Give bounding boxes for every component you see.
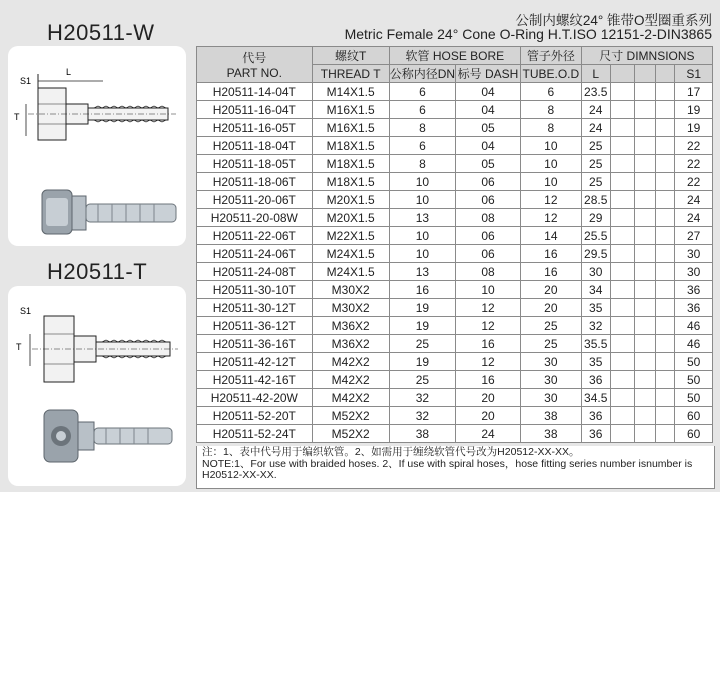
dim-l-header: L	[581, 65, 610, 83]
cell-s1: 50	[675, 353, 713, 371]
dim-blank-1	[610, 65, 635, 83]
cell-part: H20511-16-04T	[197, 101, 313, 119]
cell-thread: M36X2	[312, 335, 389, 353]
cell-tube: 14	[520, 227, 581, 245]
t-dim-label: T	[16, 342, 22, 352]
tube-header-cn: 管子外径	[520, 47, 581, 65]
cell-dn: 19	[389, 317, 455, 335]
cell-s1: 30	[675, 263, 713, 281]
cell-part: H20511-18-06T	[197, 173, 313, 191]
cell-dn: 10	[389, 227, 455, 245]
cell-blank	[610, 191, 635, 209]
cell-l: 35	[581, 353, 610, 371]
cell-dash: 10	[456, 281, 521, 299]
bore-dash-header: 标号 DASH	[456, 65, 521, 83]
cell-blank	[635, 209, 656, 227]
cell-blank	[655, 407, 675, 425]
l-dim-label: L	[66, 67, 72, 77]
cell-part: H20511-30-12T	[197, 299, 313, 317]
note-en-line2: H20512-XX-XX.	[202, 469, 277, 481]
cell-blank	[655, 101, 675, 119]
table-row	[197, 173, 713, 191]
cell-blank	[655, 371, 675, 389]
cell-dash: 16	[456, 371, 521, 389]
cell-blank	[610, 209, 635, 227]
cell-tube: 30	[520, 353, 581, 371]
cell-blank	[655, 83, 675, 101]
cell-tube: 10	[520, 137, 581, 155]
cell-l: 25	[581, 155, 610, 173]
cell-dn: 8	[389, 119, 455, 137]
cell-blank	[610, 245, 635, 263]
cell-tube: 20	[520, 299, 581, 317]
cell-thread: M24X1.5	[312, 263, 389, 281]
table-row	[197, 263, 713, 281]
cell-s1: 19	[675, 101, 713, 119]
table-row	[197, 245, 713, 263]
table-row	[197, 425, 713, 443]
bore-dn-header: 公称内径DN	[389, 65, 455, 83]
header-en: Metric Female 24° Cone O-Ring H.T.ISO 12151-2-DIN3865	[344, 26, 712, 42]
table-row	[197, 389, 713, 407]
cell-thread: M16X1.5	[312, 101, 389, 119]
cell-blank	[610, 389, 635, 407]
cell-dash: 04	[456, 83, 521, 101]
cell-dn: 25	[389, 371, 455, 389]
cell-blank	[610, 173, 635, 191]
cell-tube: 12	[520, 209, 581, 227]
cell-s1: 50	[675, 371, 713, 389]
cell-l: 32	[581, 317, 610, 335]
table-body	[197, 83, 713, 443]
hose-bore-header: 软管 HOSE BORE	[389, 47, 520, 65]
cell-l: 24	[581, 101, 610, 119]
cell-tube: 6	[520, 83, 581, 101]
cell-blank	[655, 173, 675, 191]
s1-dim-label: S1	[20, 306, 32, 316]
table-row	[197, 299, 713, 317]
cell-blank	[635, 317, 656, 335]
cell-blank	[610, 317, 635, 335]
cell-blank	[655, 155, 675, 173]
cell-s1: 24	[675, 209, 713, 227]
cell-blank	[655, 425, 675, 443]
cell-blank	[655, 281, 675, 299]
cell-tube: 16	[520, 263, 581, 281]
cell-part: H20511-42-20W	[197, 389, 313, 407]
cell-thread: M16X1.5	[312, 119, 389, 137]
cell-blank	[610, 137, 635, 155]
cell-dash: 08	[456, 263, 521, 281]
cell-dash: 12	[456, 299, 521, 317]
cell-dash: 06	[456, 227, 521, 245]
note-cn: 注：1、表中代号用于编织软管。2、如需用于缠绕软管代号改为H20512-XX-XX。	[202, 446, 580, 458]
cell-dash: 06	[456, 191, 521, 209]
cell-part: H20511-24-06T	[197, 245, 313, 263]
cell-tube: 8	[520, 119, 581, 137]
cell-blank	[655, 317, 675, 335]
fitting-w-drawing	[8, 46, 186, 246]
cell-blank	[635, 371, 656, 389]
cell-thread: M18X1.5	[312, 155, 389, 173]
cell-part: H20511-24-08T	[197, 263, 313, 281]
cell-thread: M42X2	[312, 389, 389, 407]
cell-blank	[635, 227, 656, 245]
cell-part: H20511-30-10T	[197, 281, 313, 299]
dim-blank-2	[635, 65, 656, 83]
spec-table	[196, 46, 713, 443]
s1-dim-label: S1	[20, 76, 32, 86]
cell-blank	[655, 209, 675, 227]
cell-blank	[610, 335, 635, 353]
cell-l: 29.5	[581, 245, 610, 263]
table-row	[197, 317, 713, 335]
table-row	[197, 155, 713, 173]
cell-l: 25	[581, 173, 610, 191]
cell-dn: 6	[389, 101, 455, 119]
cell-blank	[655, 227, 675, 245]
dim-s1-header: S1	[675, 65, 713, 83]
cell-s1: 46	[675, 335, 713, 353]
cell-l: 36	[581, 407, 610, 425]
cell-part: H20511-18-05T	[197, 155, 313, 173]
cell-tube: 25	[520, 335, 581, 353]
cell-dash: 16	[456, 335, 521, 353]
cell-part: H20511-42-12T	[197, 353, 313, 371]
cell-dn: 10	[389, 245, 455, 263]
cell-blank	[635, 263, 656, 281]
thread-header-cn: 螺纹T	[312, 47, 389, 65]
cell-l: 25	[581, 137, 610, 155]
cell-blank	[655, 353, 675, 371]
cell-thread: M18X1.5	[312, 137, 389, 155]
cell-dn: 32	[389, 389, 455, 407]
cell-blank	[655, 389, 675, 407]
cell-s1: 36	[675, 281, 713, 299]
cell-s1: 50	[675, 389, 713, 407]
cell-dash: 08	[456, 209, 521, 227]
cell-dn: 10	[389, 173, 455, 191]
cell-blank	[610, 281, 635, 299]
cell-tube: 10	[520, 155, 581, 173]
cell-blank	[635, 191, 656, 209]
cell-dn: 13	[389, 209, 455, 227]
cell-part: H20511-18-04T	[197, 137, 313, 155]
cell-blank	[610, 353, 635, 371]
dim-blank-3	[655, 65, 675, 83]
cell-thread: M18X1.5	[312, 173, 389, 191]
cell-tube: 38	[520, 425, 581, 443]
cell-part: H20511-20-08W	[197, 209, 313, 227]
cell-blank	[610, 299, 635, 317]
cell-tube: 8	[520, 101, 581, 119]
cell-blank	[635, 281, 656, 299]
cell-dn: 38	[389, 425, 455, 443]
cell-l: 35.5	[581, 335, 610, 353]
cell-l: 36	[581, 425, 610, 443]
cell-part: H20511-52-20T	[197, 407, 313, 425]
note-en-line1: NOTE:1、For use with braided hoses. 2、If use with spiral hoses，hose fitting series number isnumber is	[202, 457, 693, 470]
cell-l: 30	[581, 263, 610, 281]
cell-thread: M52X2	[312, 425, 389, 443]
cell-s1: 22	[675, 173, 713, 191]
cell-blank	[655, 245, 675, 263]
table-row	[197, 281, 713, 299]
table-row	[197, 407, 713, 425]
cell-part: H20511-52-24T	[197, 425, 313, 443]
cell-dn: 16	[389, 281, 455, 299]
cell-blank	[635, 299, 656, 317]
cell-s1: 24	[675, 191, 713, 209]
cell-blank	[655, 119, 675, 137]
cell-tube: 25	[520, 317, 581, 335]
cell-blank	[635, 83, 656, 101]
part-no-header-en: PART NO.	[226, 66, 282, 80]
table-row	[197, 137, 713, 155]
cell-blank	[635, 335, 656, 353]
table-row	[197, 119, 713, 137]
cell-thread: M20X1.5	[312, 191, 389, 209]
cell-thread: M30X2	[312, 281, 389, 299]
cell-thread: M14X1.5	[312, 83, 389, 101]
cell-blank	[635, 155, 656, 173]
cell-s1: 36	[675, 299, 713, 317]
cell-dash: 06	[456, 245, 521, 263]
cell-blank	[635, 425, 656, 443]
table-row	[197, 101, 713, 119]
cell-s1: 46	[675, 317, 713, 335]
cell-part: H20511-42-16T	[197, 371, 313, 389]
cell-blank	[610, 155, 635, 173]
cell-dash: 12	[456, 353, 521, 371]
cell-dash: 05	[456, 119, 521, 137]
cell-dash: 24	[456, 425, 521, 443]
cell-blank	[610, 119, 635, 137]
cell-dn: 10	[389, 191, 455, 209]
cell-part: H20511-14-04T	[197, 83, 313, 101]
table-row	[197, 335, 713, 353]
cell-thread: M22X1.5	[312, 227, 389, 245]
cell-blank	[655, 137, 675, 155]
cell-blank	[610, 263, 635, 281]
cell-dash: 20	[456, 389, 521, 407]
cell-dn: 19	[389, 299, 455, 317]
cell-dn: 19	[389, 353, 455, 371]
table-row	[197, 227, 713, 245]
cell-s1: 30	[675, 245, 713, 263]
cell-tube: 38	[520, 407, 581, 425]
cell-blank	[655, 263, 675, 281]
cell-thread: M42X2	[312, 353, 389, 371]
table-row	[197, 191, 713, 209]
cell-thread: M36X2	[312, 317, 389, 335]
table-row	[197, 83, 713, 101]
dimensions-header: 尺寸 DIMNSIONS	[581, 47, 712, 65]
cell-l: 25.5	[581, 227, 610, 245]
fitting-t-drawing	[8, 286, 186, 486]
cell-blank	[635, 245, 656, 263]
cell-s1: 60	[675, 425, 713, 443]
cell-blank	[635, 353, 656, 371]
cell-l: 35	[581, 299, 610, 317]
cell-tube: 10	[520, 173, 581, 191]
cell-tube: 30	[520, 371, 581, 389]
cell-dn: 25	[389, 335, 455, 353]
cell-thread: M30X2	[312, 299, 389, 317]
cell-blank	[635, 389, 656, 407]
cell-blank	[610, 407, 635, 425]
cell-s1: 17	[675, 83, 713, 101]
cell-blank	[610, 227, 635, 245]
cell-l: 28.5	[581, 191, 610, 209]
cell-dash: 06	[456, 173, 521, 191]
cell-thread: M42X2	[312, 371, 389, 389]
fitting-t-card	[8, 286, 186, 486]
cell-l: 24	[581, 119, 610, 137]
table-row	[197, 371, 713, 389]
cell-tube: 16	[520, 245, 581, 263]
fitting-w-card	[8, 46, 186, 246]
cell-blank	[655, 191, 675, 209]
cell-thread: M52X2	[312, 407, 389, 425]
table-row	[197, 209, 713, 227]
cell-dn: 13	[389, 263, 455, 281]
cell-tube: 12	[520, 191, 581, 209]
thread-header-en: THREAD T	[312, 65, 389, 83]
cell-blank	[635, 407, 656, 425]
cell-s1: 19	[675, 119, 713, 137]
cell-dash: 12	[456, 317, 521, 335]
cell-s1: 22	[675, 155, 713, 173]
cell-dn: 32	[389, 407, 455, 425]
cell-l: 23.5	[581, 83, 610, 101]
tube-header-en: TUBE.O.D	[520, 65, 581, 83]
cell-dash: 05	[456, 155, 521, 173]
cell-s1: 60	[675, 407, 713, 425]
cell-blank	[635, 137, 656, 155]
cell-s1: 22	[675, 137, 713, 155]
header-cn: 公制内螺纹24° 锥带O型圈重系列	[515, 13, 712, 28]
cell-tube: 30	[520, 389, 581, 407]
cell-thread: M24X1.5	[312, 245, 389, 263]
cell-part: H20511-36-12T	[197, 317, 313, 335]
cell-tube: 20	[520, 281, 581, 299]
cell-l: 34	[581, 281, 610, 299]
cell-l: 29	[581, 209, 610, 227]
cell-blank	[610, 83, 635, 101]
cell-dash: 04	[456, 101, 521, 119]
table-row	[197, 353, 713, 371]
cell-dash: 20	[456, 407, 521, 425]
cell-s1: 27	[675, 227, 713, 245]
cell-dn: 6	[389, 83, 455, 101]
cell-blank	[655, 335, 675, 353]
cell-blank	[610, 101, 635, 119]
cell-part: H20511-20-06T	[197, 191, 313, 209]
cell-l: 34.5	[581, 389, 610, 407]
part-no-header-cn: 代号	[242, 51, 267, 65]
note-box	[196, 446, 715, 489]
cell-dn: 8	[389, 155, 455, 173]
model-title-t: H20511-T	[47, 259, 148, 284]
cell-blank	[610, 425, 635, 443]
cell-blank	[635, 173, 656, 191]
cell-part: H20511-22-06T	[197, 227, 313, 245]
part-no-header	[197, 47, 313, 83]
cell-l: 36	[581, 371, 610, 389]
t-dim-label: T	[14, 112, 20, 122]
cell-blank	[610, 371, 635, 389]
cell-part: H20511-16-05T	[197, 119, 313, 137]
cell-blank	[635, 119, 656, 137]
cell-blank	[635, 101, 656, 119]
cell-dash: 04	[456, 137, 521, 155]
cell-dn: 6	[389, 137, 455, 155]
model-title-w: H20511-W	[47, 20, 155, 45]
cell-blank	[655, 299, 675, 317]
cell-part: H20511-36-16T	[197, 335, 313, 353]
cell-thread: M20X1.5	[312, 209, 389, 227]
